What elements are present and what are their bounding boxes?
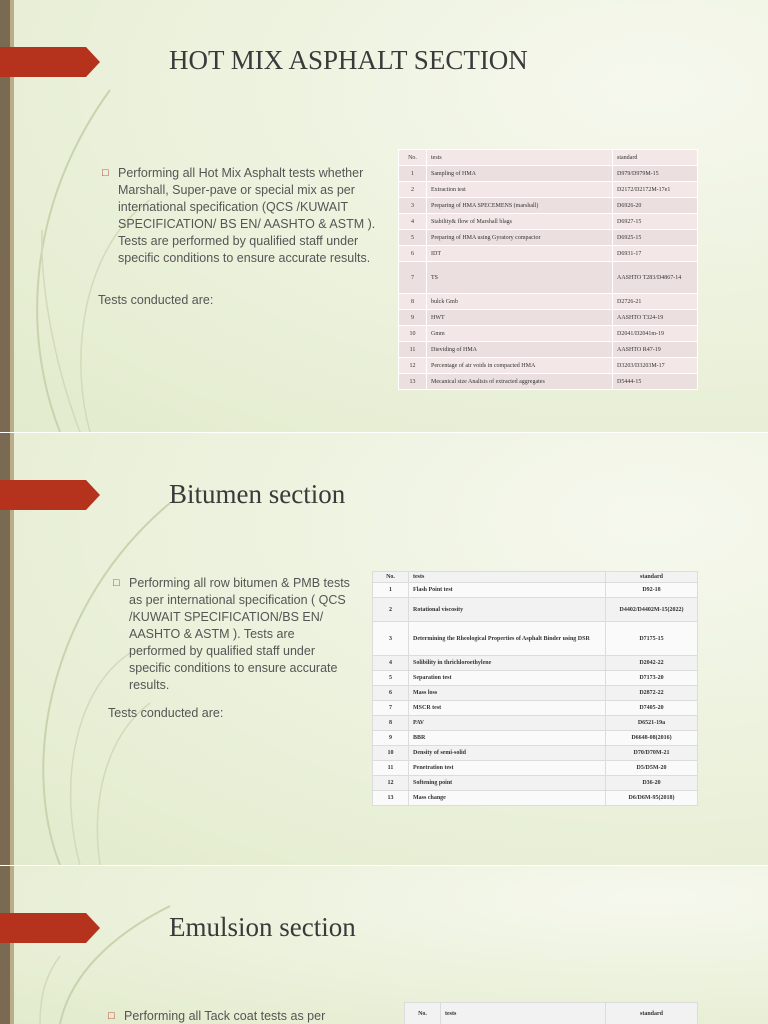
bullet-content: Performing all row bitumen & PMB tests as per international specification ( QCS /KUWAIT SPECIFICATION/BS EN/ AASHTO & ASTM ). Tests are performed by qualified staff under specific conditions to ensure accurate results. [129,576,350,692]
cell-test: Softening point [409,776,606,791]
table-row [399,246,698,262]
table-row [373,731,698,746]
cell-test: tests [441,1003,606,1024]
cell-test: Separation test [409,671,606,686]
bullet-text [108,1008,364,1024]
cell-standard: D36-20 [606,776,698,791]
cell-standard: D5/D5M-20 [606,761,698,776]
table-row [373,746,698,761]
cell-no: 10 [399,326,427,342]
bullet-text [102,165,376,267]
cell-standard: D2042-22 [606,656,698,671]
left-stripe [0,866,10,1024]
table-row [373,622,698,656]
cell-no: 4 [399,214,427,230]
hma-tests-table [398,149,698,390]
decorative-vine [0,866,768,1024]
cell-standard: standard [606,572,698,583]
cell-no: 2 [373,598,409,622]
cell-no: No. [399,150,427,166]
table-row [399,326,698,342]
cell-no: 13 [399,374,427,390]
cell-test: tests [427,150,613,166]
cell-standard: D2726-21 [613,294,698,310]
bullet-content: Performing all Tack coat tests as per [124,1009,326,1023]
table-row [399,310,698,326]
cell-standard: D7173-20 [606,671,698,686]
cell-standard: D6931-17 [613,246,698,262]
table-row [399,182,698,198]
cell-standard: D6521-19a [606,716,698,731]
slide-title: Bitumen section [169,479,346,509]
table-row [373,776,698,791]
cell-no: 8 [399,294,427,310]
cell-no: 3 [373,622,409,656]
cell-no: 6 [373,686,409,701]
title-arrow [0,913,100,943]
slide-bitumen [0,433,768,865]
cell-standard: D2872-22 [606,686,698,701]
cell-standard: D4402/D4402M-15(2022) [606,598,698,622]
table-header-row [373,572,698,583]
cell-test: Preparing of HMA using Gyratory compactor [427,230,613,246]
bullet-icon: □ [113,577,120,589]
slide-title: Emulsion section [169,912,356,942]
bullet-text [113,575,354,694]
table-row [373,598,698,622]
cell-test: Determining the Rheological Properties of Asphalt Binder using DSR [409,622,606,656]
table-row [373,761,698,776]
cell-test: Dieviding of HMA [427,342,613,358]
cell-standard: D70/D70M-21 [606,746,698,761]
table-header-row [405,1003,698,1024]
bullet-content: Performing all Hot Mix Asphalt tests whether Marshall, Super-pave or special mix as per international specification (QCS /KUWAIT SPECIFICATION/ BS EN/ AASHTO & ASTM ). Tests are performed by qualified staff under specific conditions to ensure accurate results. [118,166,376,265]
cell-standard: AASHTO T324-19 [613,310,698,326]
table-header-row [399,150,698,166]
cell-no: No. [373,572,409,583]
cell-test: Preparing of HMA SPECEMENS (marshall) [427,198,613,214]
cell-no: 9 [373,731,409,746]
cell-test: Solibility in thrichloroethylene [409,656,606,671]
cell-no: 1 [373,583,409,598]
cell-standard: AASHTO R47-19 [613,342,698,358]
cell-standard: D2041/D2041m-19 [613,326,698,342]
cell-test: IDT [427,246,613,262]
cell-no: 2 [399,182,427,198]
cell-standard: standard [613,150,698,166]
table-row [399,166,698,182]
cell-standard: D3203/D3203M-17 [613,358,698,374]
table-row [373,656,698,671]
cell-test: Density of semi-solid [409,746,606,761]
cell-no: 7 [399,262,427,294]
cell-no: 9 [399,310,427,326]
cell-no: 13 [373,791,409,806]
cell-no: 6 [399,246,427,262]
cell-no: 11 [399,342,427,358]
table-row [399,198,698,214]
cell-no: 8 [373,716,409,731]
table-row [399,342,698,358]
cell-no: 1 [399,166,427,182]
cell-test: Extraction test [427,182,613,198]
table-row [373,671,698,686]
cell-test: Flash Point test [409,583,606,598]
cell-test: tests [409,572,606,583]
left-stripe-light [10,866,14,1024]
cell-standard: D5444-15 [613,374,698,390]
cell-no: 7 [373,701,409,716]
cell-standard: standard [606,1003,698,1024]
cell-test: Sampling of HMA [427,166,613,182]
table-row [399,374,698,390]
tests-conducted-label: Tests conducted are: [108,706,224,720]
cell-test: Mass loss [409,686,606,701]
cell-test: Penetration test [409,761,606,776]
emulsion-tests-table [404,1002,698,1024]
bitumen-tests-table [372,571,698,806]
table-row [399,214,698,230]
table-row [399,230,698,246]
cell-standard: D6925-15 [613,230,698,246]
cell-test: PAV [409,716,606,731]
cell-standard: D7405-20 [606,701,698,716]
tests-conducted-label: Tests conducted are: [98,293,214,307]
bullet-icon: □ [108,1010,115,1022]
cell-standard: D2172/D2172M-17e1 [613,182,698,198]
slide-emulsion [0,866,768,1024]
table-row [399,262,698,294]
table-row [373,701,698,716]
cell-standard: AASHTO T283/D4867-14 [613,262,698,294]
cell-test: Mecanical size Analisis of extracted aggregates [427,374,613,390]
cell-no: 4 [373,656,409,671]
slide-hot-mix-asphalt [0,0,768,432]
title-arrow [0,47,100,77]
cell-no: 10 [373,746,409,761]
cell-standard: D6926-20 [613,198,698,214]
cell-test: Gmm [427,326,613,342]
cell-standard: D979/D979M-15 [613,166,698,182]
slide-title: HOT MIX ASPHALT SECTION [169,45,528,75]
table-row [373,686,698,701]
cell-test: Rotational viscosity [409,598,606,622]
cell-test: bulck Gmb [427,294,613,310]
cell-no: 12 [373,776,409,791]
cell-no: 12 [399,358,427,374]
cell-standard: D6648-08(2016) [606,731,698,746]
cell-test: MSCR test [409,701,606,716]
cell-no: 3 [399,198,427,214]
table-row [373,716,698,731]
cell-test: BBR [409,731,606,746]
table-row [399,358,698,374]
table-row [399,294,698,310]
table-row [373,583,698,598]
cell-standard: D7175-15 [606,622,698,656]
title-arrow [0,480,100,510]
bullet-icon: □ [102,167,109,179]
cell-test: Stability& flow of Marshall blags [427,214,613,230]
cell-no: 5 [373,671,409,686]
cell-no: 11 [373,761,409,776]
cell-no: 5 [399,230,427,246]
cell-no: No. [405,1003,441,1024]
cell-test: Percentage of air voids in compacted HMA [427,358,613,374]
cell-standard: D92-18 [606,583,698,598]
cell-standard: D6/D6M-95(2018) [606,791,698,806]
cell-test: HWT [427,310,613,326]
cell-standard: D6927-15 [613,214,698,230]
cell-test: Mass change [409,791,606,806]
cell-test: TS [427,262,613,294]
table-row [373,791,698,806]
